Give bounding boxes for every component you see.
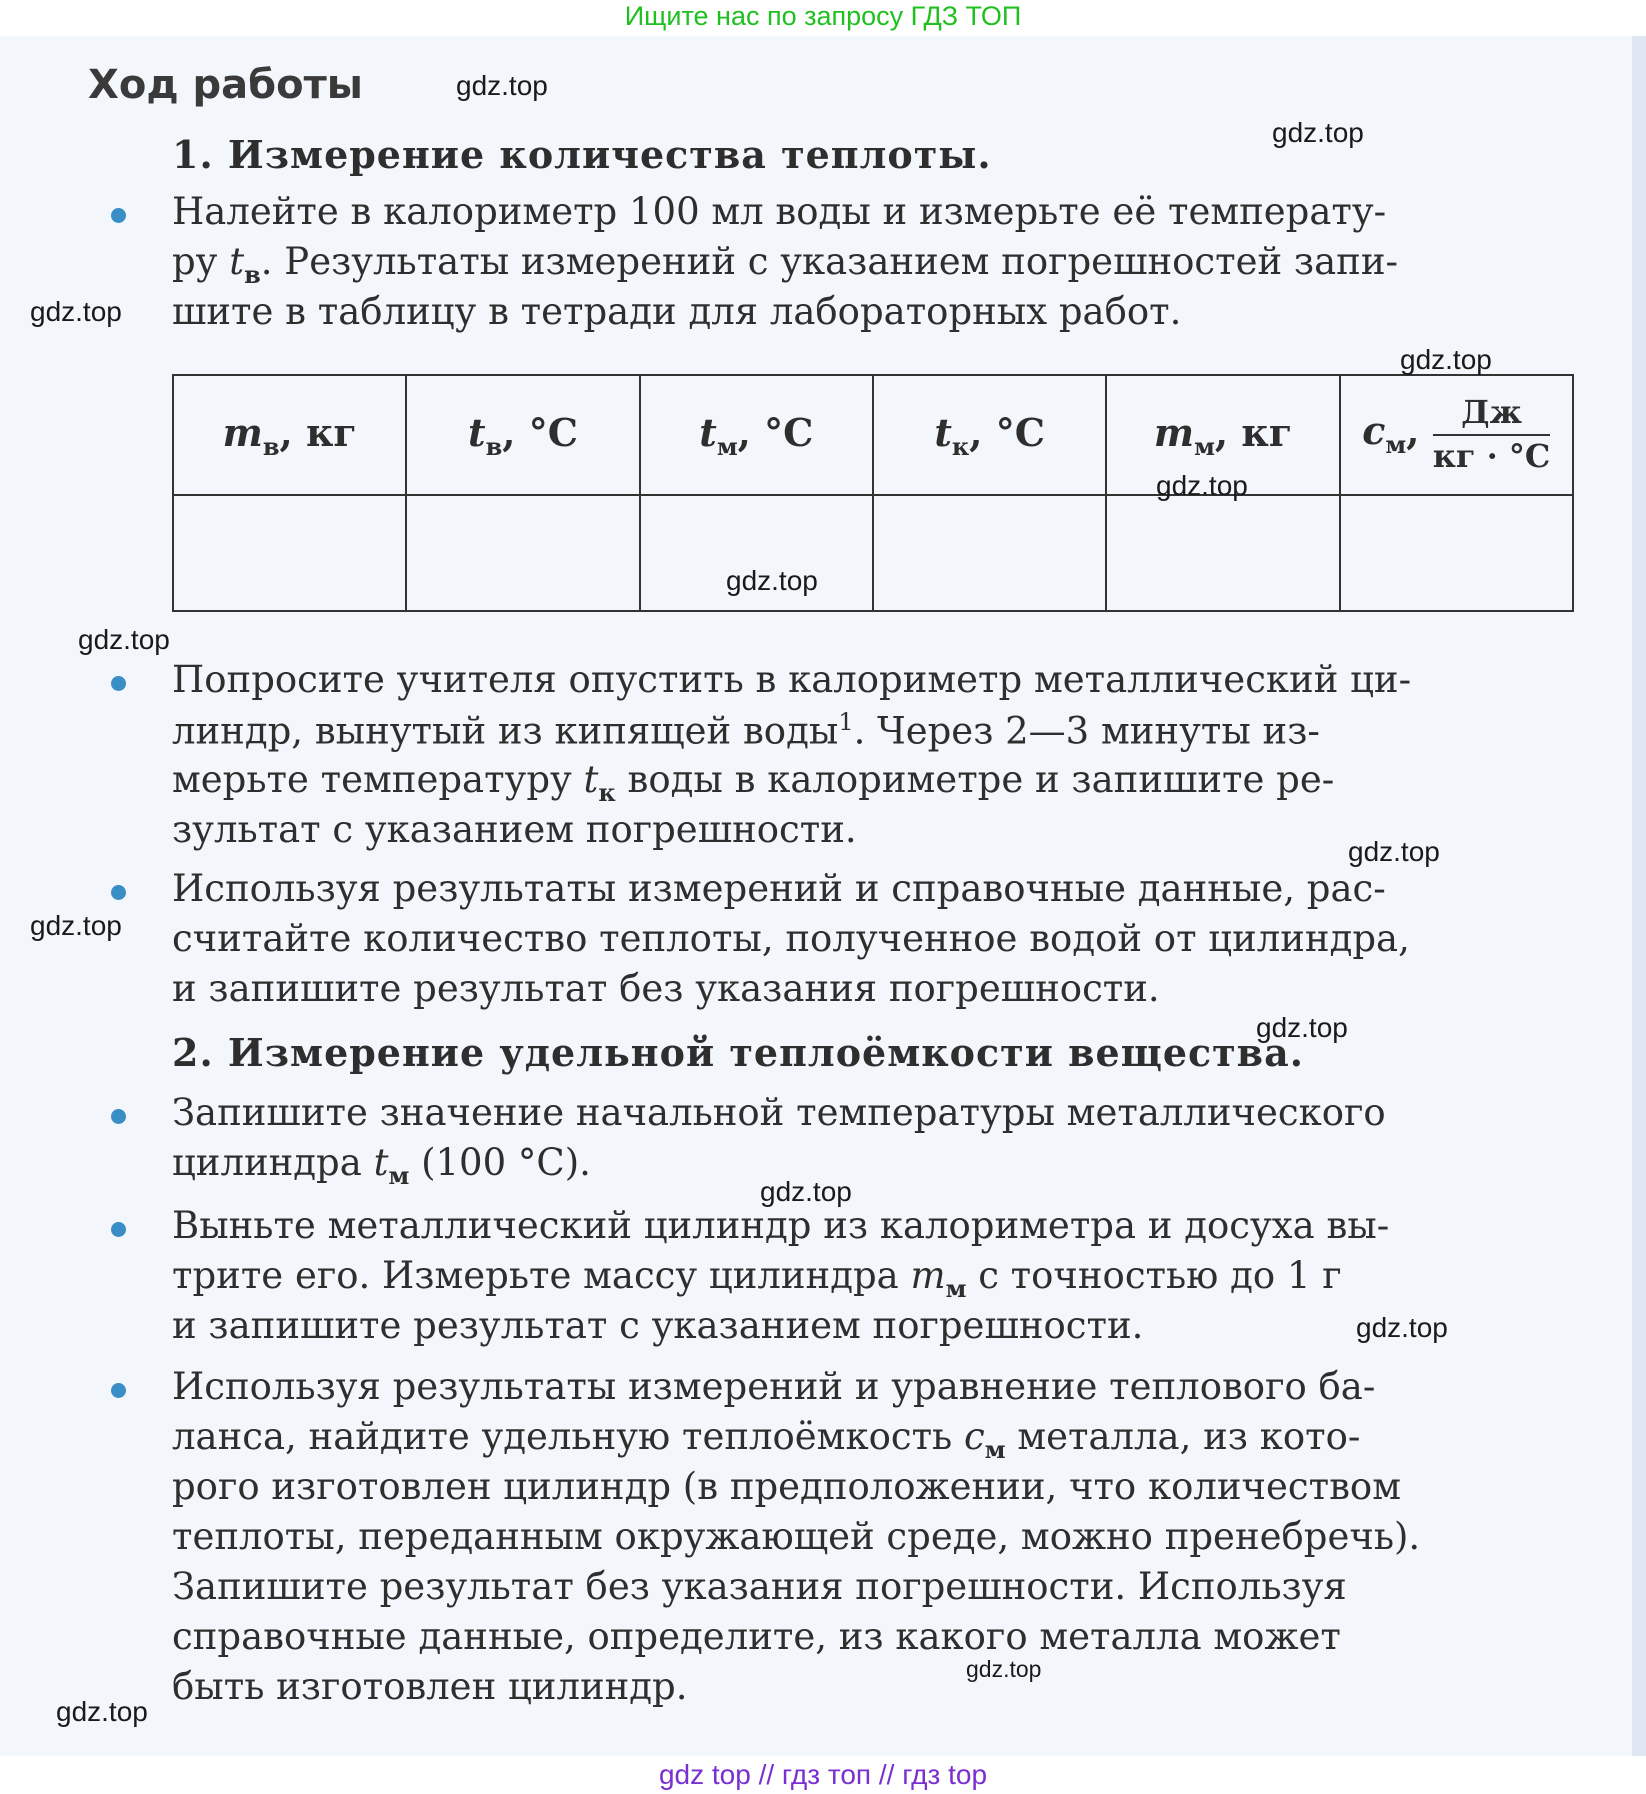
bullet-2-line-2: линдр, вынутый из кипящей воды$^1$. Через 2—3 минуты из- — [172, 708, 1320, 753]
bullet-5-line-2: трите его. Измерьте массу цилиндра $m_м$ с точностью до 1 г — [172, 1254, 1342, 1303]
watermark: gdz.top — [30, 910, 122, 941]
table-cell — [873, 495, 1106, 611]
bullet-1-line-3: шите в таблицу в тетради для лабораторных работ. — [172, 290, 1182, 333]
bullet-6-line-2: ланса, найдите удельную теплоёмкость $c_м$ металла, из кото- — [172, 1415, 1361, 1464]
watermark: gdz.top — [1348, 836, 1440, 867]
page-heading: Ход работы — [88, 62, 363, 108]
table-cell — [1106, 495, 1339, 611]
header-cell: $t_к$, °C — [873, 375, 1106, 495]
watermark: gdz.top — [1400, 344, 1492, 375]
bullet-4-line-1: Запишите значение начальной температуры металлического — [172, 1091, 1386, 1134]
bullet-6-line-5: Запишите результат без указания погрешности. Используя — [172, 1565, 1347, 1608]
bullet-2-line-4: зультат с указанием погрешности. — [172, 808, 857, 851]
table-cell — [406, 495, 639, 611]
watermark: gdz.top — [456, 70, 548, 101]
header-cell: $t_м$, °C — [640, 375, 873, 495]
watermark: gdz.top — [30, 296, 122, 327]
bullet-5-line-3: и запишите результат с указанием погрешности. — [172, 1304, 1144, 1347]
watermark: gdz.top — [56, 1696, 148, 1727]
bullet-3-line-3: и запишите результат без указания погрешности. — [172, 967, 1160, 1010]
watermark: gdz.top — [1256, 1012, 1348, 1043]
top-banner: Ищите нас по запросу ГДЗ ТОП — [624, 1, 1022, 31]
header-cell: $m_в$, кг — [173, 375, 406, 495]
bullet-dot — [111, 676, 126, 691]
page-edge — [1632, 36, 1646, 1756]
bullet-2-line-1: Попросите учителя опустить в калориметр металлический ци- — [172, 658, 1412, 701]
bullet-3-line-1: Используя результаты измерений и справочные данные, рас- — [172, 867, 1386, 910]
watermark: gdz.top — [1356, 1312, 1448, 1343]
bullet-dot — [111, 1222, 126, 1237]
unit-fraction: $\frac{Дж}{кг \cdot ^\circ C}$ — [1432, 393, 1551, 475]
bullet-1-line-2: ру $t_в$. Результаты измерений с указанием погрешностей запи- — [172, 240, 1398, 289]
section-1-title: 1. Измерение количества теплоты. — [172, 132, 992, 177]
bullet-1-line-1: Налейте в калориметр 100 мл воды и измерьте её температу- — [172, 190, 1387, 233]
section-2-title: 2. Измерение удельной теплоёмкости вещества. — [172, 1030, 1304, 1075]
header-cell: $m_м$, кг — [1106, 375, 1339, 495]
bullet-6-line-6: справочные данные, определите, из какого металла может — [172, 1615, 1341, 1658]
table-cell — [1340, 495, 1573, 611]
watermark: gdz.top — [1272, 117, 1364, 148]
watermark: gdz.top — [760, 1176, 852, 1207]
bullet-6-line-1: Используя результаты измерений и уравнение теплового ба- — [172, 1365, 1376, 1408]
bullet-2-line-3: мерьте температуру $t_к$ воды в калориметре и запишите ре- — [172, 758, 1335, 807]
bottom-banner: gdz top // гдз топ // гдз top — [658, 1759, 988, 1790]
bullet-6-line-7: быть изготовлен цилиндр. — [172, 1665, 688, 1708]
bullet-dot — [111, 208, 126, 223]
bullet-6-line-3: рого изготовлен цилиндр (в предположении, что количеством — [172, 1465, 1401, 1508]
watermark: gdz.top — [1156, 470, 1248, 501]
bullet-3-line-2: считайте количество теплоты, полученное водой от цилиндра, — [172, 917, 1410, 960]
bullet-dot — [111, 885, 126, 900]
bullet-6-line-4: теплоты, переданным окружающей среде, можно пренебречь). — [172, 1515, 1421, 1558]
bullet-5-line-1: Выньте металлический цилиндр из калориметра и досуха вы- — [172, 1204, 1390, 1247]
bullet-dot — [111, 1109, 126, 1124]
watermark: gdz.top — [78, 624, 170, 655]
header-cell: $c_м$, $\frac{Дж}{кг \cdot ^\circ C}$ — [1340, 375, 1573, 495]
bullet-4-line-2: цилиндра $t_м$ (100 °C). — [172, 1141, 591, 1190]
watermark: gdz.top — [726, 565, 818, 596]
watermark: gdz.top — [966, 1656, 1042, 1682]
header-cell: $t_в$, °C — [406, 375, 639, 495]
measurement-table — [172, 374, 1574, 612]
table-cell — [173, 495, 406, 611]
bullet-dot — [111, 1383, 126, 1398]
